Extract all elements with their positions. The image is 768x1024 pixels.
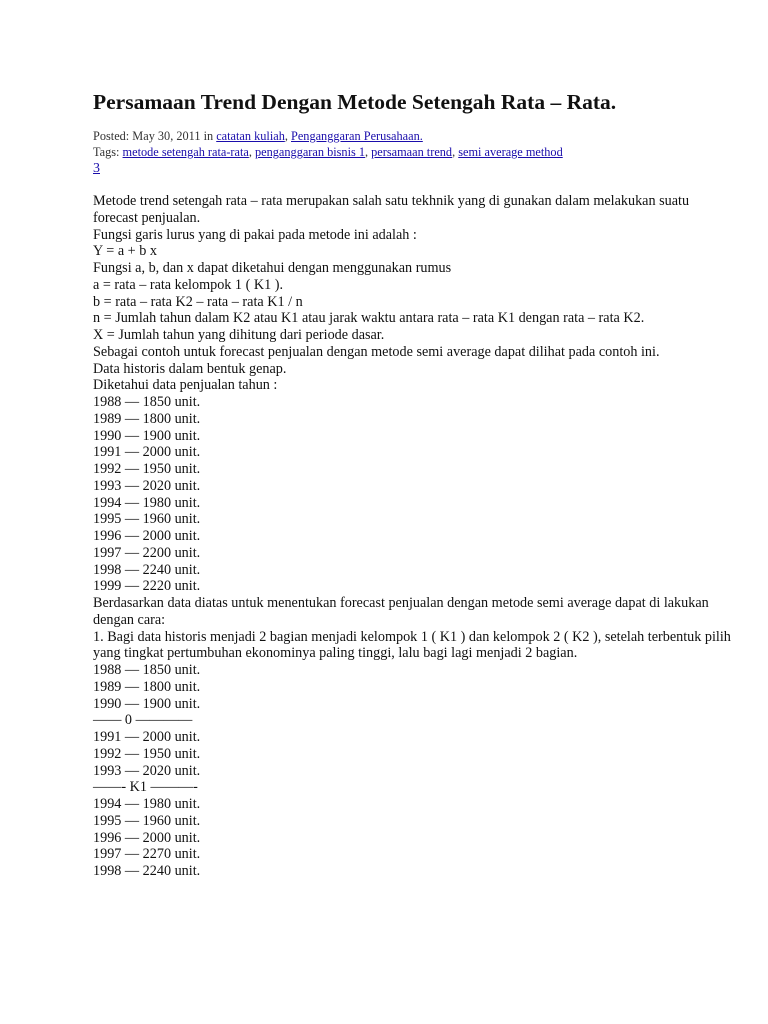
body-line: 1994 — 1980 unit. — [93, 796, 201, 812]
body-line: 1997 — 2200 unit. — [93, 544, 201, 561]
body-line: ——- K1 ———- — [93, 779, 198, 796]
body-line: Y = a + b x — [93, 243, 157, 260]
body-line: 1988 — 1850 unit. — [93, 394, 201, 410]
tag-separator: , — [365, 145, 372, 159]
tags-line — [93, 144, 733, 160]
body-line: 1996 — 2000 unit. — [93, 829, 201, 846]
body-line: Fungsi garis lurus yang di pakai pada metode ini adalah : — [93, 226, 417, 243]
body-line: 1992 — 1950 unit. — [93, 745, 201, 762]
tag-link-semi-average-method[interactable]: semi average method — [458, 145, 563, 159]
body-line: 1998 — 2240 unit. — [93, 561, 201, 578]
body-line: a = rata – rata kelompok 1 ( K1 ). — [93, 276, 284, 293]
body-line: 1999 — 2220 unit. — [93, 578, 201, 595]
posted-label: Posted: — [93, 129, 133, 143]
body-line: Data historis dalam bentuk genap. — [93, 360, 287, 377]
body-line: 1993 — 2020 unit. — [93, 477, 201, 494]
comments-count — [93, 160, 733, 177]
body-line: —— 0 ———— — [93, 712, 193, 729]
category-link-penganggaran-perusahaan[interactable]: Penganggaran Perusahaan. — [291, 129, 423, 143]
post-meta — [93, 128, 733, 160]
body-line: Diketahui data penjualan tahun : — [93, 377, 278, 394]
body-line: X = Jumlah tahun yang dihitung dari periode dasar. — [93, 327, 385, 343]
body-line: 1. Bagi data historis menjadi 2 bagian menjadi kelompok 1 ( K1 ) dan kelompok 2 ( K2 ), setelah terbentuk pilih yang tingkat pertumbuhan ekonominya paling tinggi, lalu bagi lagi menjadi 2 bagian. — [93, 628, 731, 662]
tag-link-penganggaran-bisnis-1[interactable]: penganggaran bisnis 1 — [255, 145, 365, 159]
tag-separator: , — [452, 145, 459, 159]
post-date: May 30, 2011 — [132, 129, 201, 143]
comments-link[interactable]: 3 — [93, 161, 100, 176]
body-line: 1990 — 1900 unit. — [93, 695, 201, 712]
in-label: in — [200, 129, 217, 143]
tag-separator: , — [248, 145, 256, 159]
body-line: 1990 — 1900 unit. — [93, 427, 201, 444]
body-line: 1992 — 1950 unit. — [93, 461, 201, 477]
body-line: b = rata – rata K2 – rata – rata K1 / n — [93, 293, 303, 310]
post-title: Persamaan Trend Dengan Metode Setengah Rata – Rata. — [93, 90, 617, 114]
body-line: Metode trend setengah rata – rata merupakan salah satu tekhnik yang di gunakan dalam melakukan suatu forecast penjualan. — [93, 193, 690, 226]
body-line: 1996 — 2000 unit. — [93, 528, 201, 544]
body-line: 1989 — 1800 unit. — [93, 410, 201, 427]
body-line: 1989 — 1800 unit. — [93, 678, 201, 695]
body-line: 1993 — 2020 unit. — [93, 762, 201, 779]
body-line: Fungsi a, b, dan x dapat diketahui dengan menggunakan rumus — [93, 260, 452, 276]
body-line: n = Jumlah tahun dalam K2 atau K1 atau jarak waktu antara rata – rata K1 dengan rata – rata K2. — [93, 310, 645, 327]
body-line: 1995 — 1960 unit. — [93, 511, 201, 528]
body-line: 1995 — 1960 unit. — [93, 812, 201, 829]
body-line: 1997 — 2270 unit. — [93, 846, 201, 863]
tag-link-persamaan-trend[interactable]: persamaan trend — [371, 145, 453, 159]
body-line: Sebagai contoh untuk forecast penjualan dengan metode semi average dapat dilihat pada contoh ini. — [93, 343, 660, 360]
tag-link-metode-setengah-rata-rata[interactable]: metode setengah rata-rata — [122, 145, 249, 159]
article — [93, 88, 733, 880]
tags-label: Tags: — [93, 145, 123, 159]
post-body — [93, 193, 733, 880]
body-line: 1994 — 1980 unit. — [93, 494, 201, 511]
body-line: 1991 — 2000 unit. — [93, 729, 201, 745]
body-line: 1991 — 2000 unit. — [93, 444, 201, 461]
category-separator: , — [284, 129, 291, 143]
posted-line — [93, 128, 733, 144]
category-link-catatan-kuliah[interactable]: catatan kuliah — [216, 129, 285, 143]
body-line: 1988 — 1850 unit. — [93, 662, 201, 678]
body-line: 1998 — 2240 unit. — [93, 863, 201, 879]
body-line: Berdasarkan data diatas untuk menentukan forecast penjualan dengan metode semi average dapat di lakukan dengan cara: — [93, 595, 709, 628]
